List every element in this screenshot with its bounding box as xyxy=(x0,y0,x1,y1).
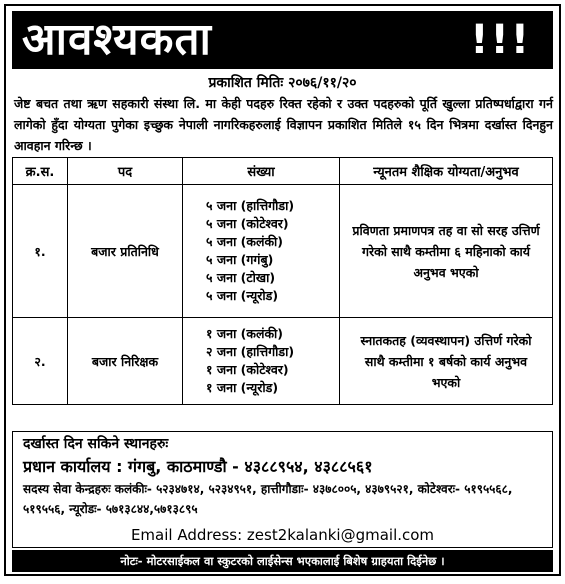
count-list xyxy=(184,194,338,308)
table-row xyxy=(13,318,553,405)
row-serial: १. xyxy=(13,185,68,318)
row-count-cell xyxy=(183,185,340,318)
advertisement-page xyxy=(4,4,561,576)
row-qualification: स्नातकतह (व्यवस्थापन) उत्तिर्ण गरेको साथै कम्तीमा १ बर्षको कार्य अनुभव भएको xyxy=(360,332,532,390)
count-item: ५ जना (कोटेश्वर) xyxy=(206,216,289,231)
row-post: बजार निरिक्षक xyxy=(68,318,183,405)
intro-paragraph: जेष्ट बचत तथा ऋण सहकारी संस्था लि. मा केही पदहरु रिक्त रहेको र उक्त पदहरुको पूर्ति खुल्ला प्रतिष्पर्धाद्वारा गर्न लागेको हुँदा योग्यता पुगेका इच्छुक नेपाली नागरिकहरुलाई विज्ञापन प्रकाशित मितिले १५ दिन भित्रमा दर्खास्त दिनहुन आवहान गरिन्छ । xyxy=(14,96,553,153)
count-item: ५ जना (न्यूरोड) xyxy=(206,288,279,303)
table-header-row xyxy=(13,158,553,185)
title-banner xyxy=(12,11,553,69)
head-office: प्रधान कार्यालय : गंगबु, काठमाण्डौ - ४३८८९५४, ४३८८५६१ xyxy=(23,457,373,476)
note-text: नोटः- मोटरसाईकल वा स्कुटरको लाईसेन्स भएकालाई बिशेष ग्राहयता दिईनेछ । xyxy=(120,553,445,568)
table-row xyxy=(13,185,553,318)
count-item: ५ जना (हात्तिगौडा) xyxy=(206,198,295,213)
row-qualification-cell xyxy=(340,318,553,405)
title-exclamation: !!! xyxy=(470,17,531,63)
header-qualification: न्यूनतम शैक्षिक योग्यता/अनुभव xyxy=(340,158,553,185)
title-text: आवश्यकता xyxy=(22,14,212,65)
count-item: ५ जना (टोखा) xyxy=(206,270,276,285)
count-item: ५ जना (गगंबु) xyxy=(206,252,274,267)
row-qualification-cell xyxy=(340,185,553,318)
vacancy-table xyxy=(12,157,553,405)
count-item: १ जना (न्यूरोड) xyxy=(206,380,279,395)
header-count: संख्या xyxy=(183,158,340,185)
service-centers: सदस्य सेवा केन्द्रहरुः कलंकीः- ५२३४७१४, ५२३४९५१, हात्तीगौडाः- ४३७८००५, ४३७९५२१, कोटेश्वरः- ५१९५५६८, ५१९५५६, न्यूरोडः- ५७१३८४४,५७१३८९५ xyxy=(23,482,513,516)
header-post: पद xyxy=(68,158,183,185)
application-places-box xyxy=(12,431,553,548)
count-item: १ जना (कोटेश्वर) xyxy=(206,362,289,377)
note-banner xyxy=(12,550,553,572)
row-count-cell xyxy=(183,318,340,405)
row-post: बजार प्रतिनिधि xyxy=(68,185,183,318)
count-list xyxy=(184,322,338,400)
email-address: Email Address: zest2kalanki@gmail.com xyxy=(130,526,435,544)
header-serial: क्र.स. xyxy=(13,158,68,185)
count-item: २ जना (हात्तिगौडा) xyxy=(206,344,295,359)
row-qualification: प्रविणता प्रमाणपत्र तह वा सो सरह उत्तिर्ण गरेको साथै कम्तीमा ६ महिनाको कार्य अनुभव भएको xyxy=(352,222,540,280)
row-serial: २. xyxy=(13,318,68,405)
count-item: ५ जना (कलंकी) xyxy=(206,234,283,249)
published-date: प्रकाशित मितिः २०७६/११/२० xyxy=(208,75,357,91)
places-heading: दर्खास्त दिन सकिने स्थानहरुः xyxy=(23,436,169,452)
count-item: १ जना (कलंकी) xyxy=(206,326,283,341)
